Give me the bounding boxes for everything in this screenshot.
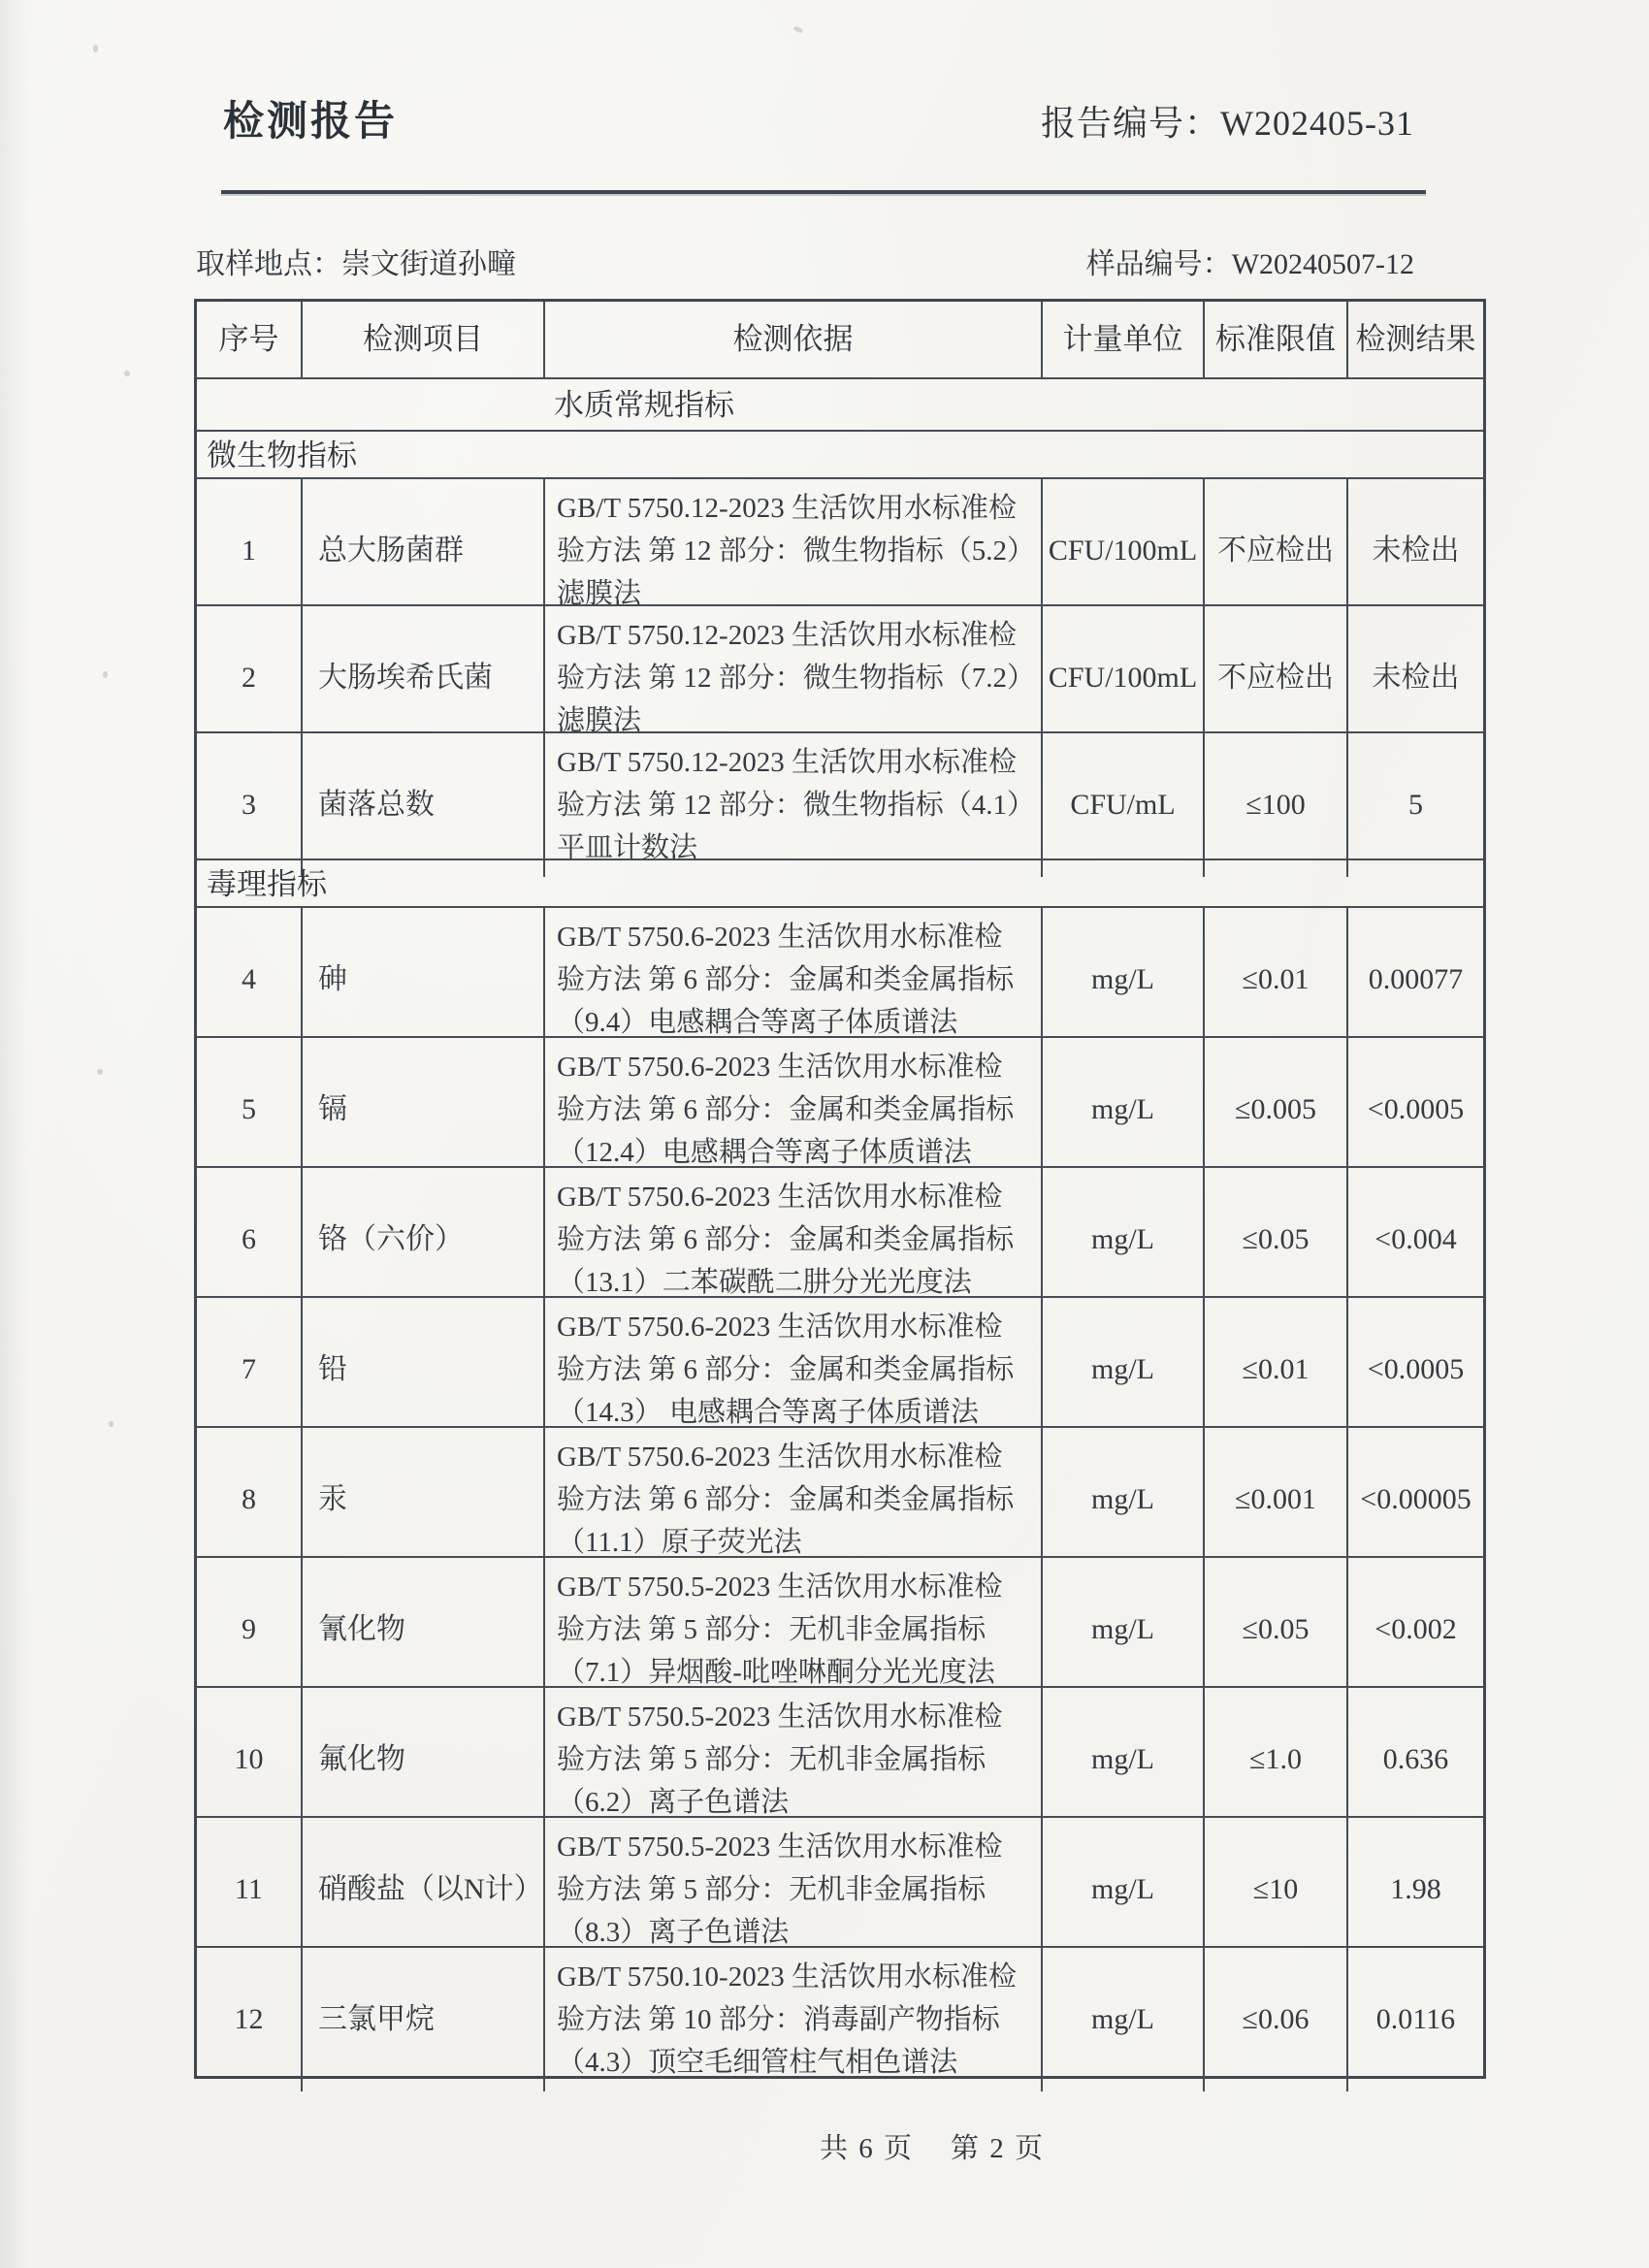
row-method: GB/T 5750.6-2023 生活饮用水标准检验方法 第 6 部分：金属和类金属指标（12.4）电感耦合等离子体质谱法	[543, 1038, 1041, 1182]
scan-speckle	[124, 371, 130, 376]
row-item: 氟化物	[301, 1688, 543, 1831]
row-result: 0.0116	[1346, 1948, 1483, 2091]
row-result: 未检出	[1346, 606, 1483, 750]
row-method: GB/T 5750.6-2023 生活饮用水标准检验方法 第 6 部分：金属和类金属指标（9.4）电感耦合等离子体质谱法	[543, 908, 1041, 1052]
row-item: 砷	[301, 908, 543, 1052]
report-number-value: W202405-31	[1220, 104, 1414, 143]
row-item: 汞	[301, 1428, 543, 1571]
scan-speckle	[103, 671, 108, 678]
header-cell-result: 检测结果	[1346, 302, 1483, 377]
row-result: <0.002	[1346, 1558, 1483, 1701]
row-method: GB/T 5750.12-2023 生活饮用水标准检验方法 第 12 部分：微生物指标（5.2）滤膜法	[543, 479, 1041, 623]
sample-number	[1086, 240, 1414, 282]
group-band-label: 微生物指标	[207, 437, 357, 472]
row-unit: mg/L	[1041, 1298, 1203, 1442]
row-no: 11	[235, 1873, 263, 1905]
row-limit: ≤10	[1203, 1818, 1346, 1961]
footer-current-page: 第 2 页	[951, 2133, 1046, 2164]
row-item: 铅	[301, 1298, 543, 1442]
table-row	[197, 1816, 1483, 1946]
row-result: <0.0005	[1346, 1038, 1483, 1182]
row-unit: CFU/100mL	[1041, 606, 1203, 750]
row-no: 12	[234, 2003, 264, 2035]
scan-speckle	[792, 25, 803, 34]
row-unit: mg/L	[1041, 1038, 1203, 1182]
row-method: GB/T 5750.6-2023 生活饮用水标准检验方法 第 6 部分：金属和类金属指标（14.3） 电感耦合等离子体质谱法	[543, 1298, 1041, 1442]
row-limit: 不应检出	[1203, 606, 1346, 750]
table-row	[197, 477, 1483, 609]
row-unit: CFU/mL	[1041, 733, 1203, 877]
row-item: 菌落总数	[301, 733, 543, 877]
table-row	[197, 1426, 1483, 1556]
row-no: 7	[242, 1353, 256, 1385]
sampling-location-label: 取样地点：	[196, 248, 341, 280]
row-result: 0.00077	[1346, 908, 1483, 1052]
row-limit: ≤0.001	[1203, 1428, 1346, 1571]
row-no: 1	[242, 535, 256, 567]
row-limit: ≤0.06	[1203, 1948, 1346, 2091]
row-method: GB/T 5750.6-2023 生活饮用水标准检验方法 第 6 部分：金属和类金属指标（13.1）二苯碳酰二肼分光光度法	[543, 1168, 1041, 1312]
sample-info-line	[196, 240, 1414, 282]
scan-speckle	[109, 1421, 113, 1427]
report-number-label: 报告编号：	[1041, 104, 1221, 143]
row-unit: CFU/100mL	[1041, 479, 1203, 623]
row-limit: 不应检出	[1203, 479, 1346, 623]
sample-number-value: W20240507-12	[1231, 248, 1414, 280]
row-result: 0.636	[1346, 1688, 1483, 1831]
results-table	[194, 299, 1486, 2079]
group-band-label: 毒理指标	[207, 866, 327, 901]
row-unit: mg/L	[1041, 1688, 1203, 1831]
row-limit: ≤0.05	[1203, 1168, 1346, 1312]
row-limit: ≤0.01	[1203, 1298, 1346, 1442]
table-row	[197, 1166, 1483, 1296]
row-no: 4	[242, 963, 256, 995]
row-method: GB/T 5750.10-2023 生活饮用水标准检验方法 第 10 部分：消毒副产物指标（4.3）顶空毛细管柱气相色谱法	[543, 1948, 1041, 2091]
row-item: 铬（六价）	[301, 1168, 543, 1312]
row-unit: mg/L	[1041, 1168, 1203, 1312]
sample-number-label: 样品编号：	[1085, 248, 1232, 280]
row-unit: mg/L	[1041, 1818, 1203, 1961]
row-no: 6	[242, 1223, 256, 1255]
row-unit: mg/L	[1041, 1948, 1203, 2091]
table-row	[197, 1556, 1483, 1686]
row-no: 8	[242, 1483, 256, 1515]
row-unit: mg/L	[1041, 908, 1203, 1052]
scan-speckle	[97, 1069, 103, 1075]
row-result: <0.00005	[1346, 1428, 1483, 1571]
row-result: 5	[1346, 733, 1483, 877]
group-band-microbiological	[197, 430, 1483, 477]
row-method: GB/T 5750.12-2023 生活饮用水标准检验方法 第 12 部分：微生物指标（4.1）平皿计数法	[543, 733, 1041, 877]
header-cell-item: 检测项目	[301, 302, 543, 377]
row-result: <0.004	[1346, 1168, 1483, 1312]
document-header	[223, 89, 1414, 147]
row-method: GB/T 5750.5-2023 生活饮用水标准检验方法 第 5 部分：无机非金属指标（7.1）异烟酸-吡唑啉酮分光光度法	[543, 1558, 1041, 1701]
row-no: 5	[242, 1093, 256, 1125]
header-cell-unit: 计量单位	[1041, 302, 1203, 377]
row-no: 3	[242, 789, 256, 821]
row-method: GB/T 5750.5-2023 生活饮用水标准检验方法 第 5 部分：无机非金属指标（6.2）离子色谱法	[543, 1688, 1041, 1831]
table-header-row	[197, 302, 1483, 377]
row-limit: ≤100	[1203, 733, 1346, 877]
row-unit: mg/L	[1041, 1558, 1203, 1701]
row-method: GB/T 5750.6-2023 生活饮用水标准检验方法 第 6 部分：金属和类金属指标（11.1）原子荧光法	[543, 1428, 1041, 1571]
table-row	[197, 1296, 1483, 1426]
row-result: 1.98	[1346, 1818, 1483, 1961]
row-result: 未检出	[1346, 479, 1483, 623]
page-footer	[820, 2126, 1045, 2166]
sampling-location	[196, 240, 516, 282]
sampling-location-value: 崇文街道孙疃	[341, 248, 516, 280]
row-method: GB/T 5750.5-2023 生活饮用水标准检验方法 第 5 部分：无机非金属指标（8.3）离子色谱法	[543, 1818, 1041, 1961]
row-item: 总大肠菌群	[301, 479, 543, 623]
row-result: <0.0005	[1346, 1298, 1483, 1442]
header-rule	[221, 190, 1426, 194]
table-row	[197, 906, 1483, 1036]
row-no: 9	[242, 1613, 256, 1645]
footer-total-pages: 共 6 页	[820, 2133, 915, 2164]
table-row	[197, 1686, 1483, 1816]
section-band-regular-indicators	[197, 377, 1483, 430]
row-limit: ≤0.05	[1203, 1558, 1346, 1701]
row-item: 大肠埃希氏菌	[301, 606, 543, 750]
row-limit: ≤0.01	[1203, 908, 1346, 1052]
row-item: 镉	[301, 1038, 543, 1182]
row-no: 2	[242, 662, 256, 694]
section-band-label: 水质常规指标	[554, 388, 734, 422]
row-method: GB/T 5750.12-2023 生活饮用水标准检验方法 第 12 部分：微生物指标（7.2）滤膜法	[543, 606, 1041, 750]
table-row	[197, 1946, 1483, 2076]
row-unit: mg/L	[1041, 1428, 1203, 1571]
header-cell-limit: 标准限值	[1203, 302, 1346, 377]
row-item: 三氯甲烷	[301, 1948, 543, 2091]
row-limit: ≤1.0	[1203, 1688, 1346, 1831]
scan-speckle	[93, 45, 98, 52]
row-limit: ≤0.005	[1203, 1038, 1346, 1182]
table-row	[197, 731, 1483, 863]
report-number	[1041, 96, 1414, 146]
header-cell-method: 检测依据	[543, 302, 1041, 377]
header-cell-no: 序号	[218, 322, 279, 356]
row-item: 氰化物	[301, 1558, 543, 1701]
table-row	[197, 1036, 1483, 1166]
table-row	[197, 604, 1483, 736]
row-no: 10	[234, 1743, 264, 1775]
document-title: 检测报告	[223, 100, 399, 145]
row-item: 硝酸盐（以N计）	[301, 1818, 543, 1961]
